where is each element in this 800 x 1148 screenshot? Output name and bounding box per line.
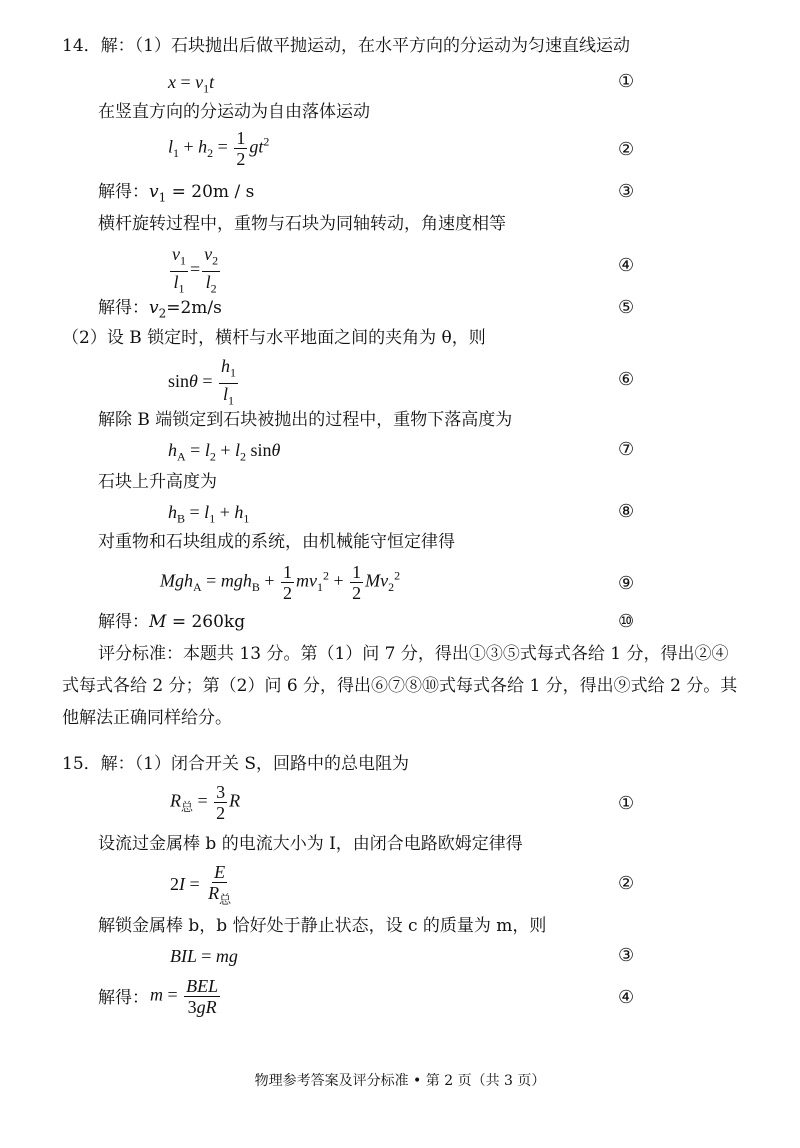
q14-text7: 解除 B 端锁定到石块被抛出的过程中，重物下落高度为 — [98, 410, 513, 430]
q14-eq1: $x = v_1t$ — [168, 72, 215, 96]
eq-number-8: ⑧ — [618, 501, 635, 522]
eq-number-3: ③ — [618, 181, 635, 202]
page-footer: 物理参考答案及评分标准 • 第 2 页（共 3 页） — [254, 1073, 546, 1089]
q15-result-label: 解得： — [98, 988, 149, 1008]
q15-text3: 解锁金属棒 b，b 恰好处于静止状态，设 c 的质量为 m，则 — [98, 916, 547, 936]
eq-number-6: ⑥ — [618, 369, 635, 390]
q14-eq9: Mgh$_A$ = mgh$_B$ + $\frac{1}{2}$ $mv_1^2$ + $\frac{1}{2}$ $Mv_2^2$ — [160, 562, 401, 603]
q14-eq6: sinθ = $\frac{h_1}{l_1}$ — [168, 356, 237, 408]
q15-eq-number-4: ④ — [618, 987, 635, 1008]
eq-number-9: ⑨ — [618, 573, 635, 594]
q14-result1: 解得：$v_1 = 20m / s$ — [98, 182, 255, 205]
q15-eq4: m = $\frac{\text{BEL}}{3gR}$ — [150, 976, 219, 1017]
q15-eq-number-2: ② — [618, 873, 635, 894]
q15-eq2: 2I = $\frac{E}{R_总}$ — [170, 862, 232, 907]
q15-eq1: $R_总$ = $\frac{3}{2}$ R — [170, 782, 241, 823]
eq-number-4: ④ — [618, 255, 635, 276]
q15-eq3: BIL = mg — [170, 946, 238, 966]
q15-intro: 15．解：（1）闭合开关 S，回路中的总电阻为 — [62, 754, 409, 774]
eq-number-2: ② — [618, 139, 635, 160]
q15-text2: 设流过金属棒 b 的电流大小为 I，由闭合电路欧姆定律得 — [98, 834, 523, 854]
q14-intro: 14．解：（1）石块抛出后做平抛运动，在水平方向的分运动为匀速直线运动 — [62, 36, 630, 56]
eq-number-10: ⑩ — [618, 611, 635, 632]
q14-eq4: $\frac{v_1}{l_1}$ = $\frac{v_2}{l_2}$ — [172, 244, 219, 296]
q15-eq-number-1: ① — [618, 793, 635, 814]
eq-number-5: ⑤ — [618, 297, 635, 318]
q14-eq2: $l_1 + h_2$ = $\frac{1}{2}$ $gt^2$ — [168, 128, 270, 169]
eq-number-7: ⑦ — [618, 439, 635, 460]
eq-number-1: ① — [618, 71, 635, 92]
q14-eq7: $h_A = l_2 + l_2$ sinθ — [168, 440, 281, 464]
q14-result2: 解得：$v_2=2m/s$ — [98, 298, 222, 321]
q14-text4: 横杆旋转过程中，重物与石块为同轴转动，角速度相等 — [98, 214, 506, 234]
q14-text2: 在竖直方向的分运动为自由落体运动 — [98, 102, 370, 122]
q14-eq8: $h_B = l_1 + h_1$ — [168, 502, 250, 526]
q15-eq-number-3: ③ — [618, 945, 635, 966]
q14-text9: 对重物和石块组成的系统，由机械能守恒定律得 — [98, 532, 455, 552]
q14-text8: 石块上升高度为 — [98, 472, 217, 492]
q14-result3: 解得：M = 260kg — [98, 612, 246, 632]
q14-scoring-standard: 评分标准：本题共 13 分。第（1）问 7 分，得出①③⑤式每式各给 1 分，得出②④式每式各给 2 分；第（2）问 6 分，得出⑥⑦⑧⑩式每式各给 1 分，得出⑨式给 2 分。其他解法正确同样给分。 — [62, 644, 738, 728]
q14-part2-intro: （2）设 B 锁定时，横杆与水平地面之间的夹角为 θ，则 — [62, 328, 486, 348]
